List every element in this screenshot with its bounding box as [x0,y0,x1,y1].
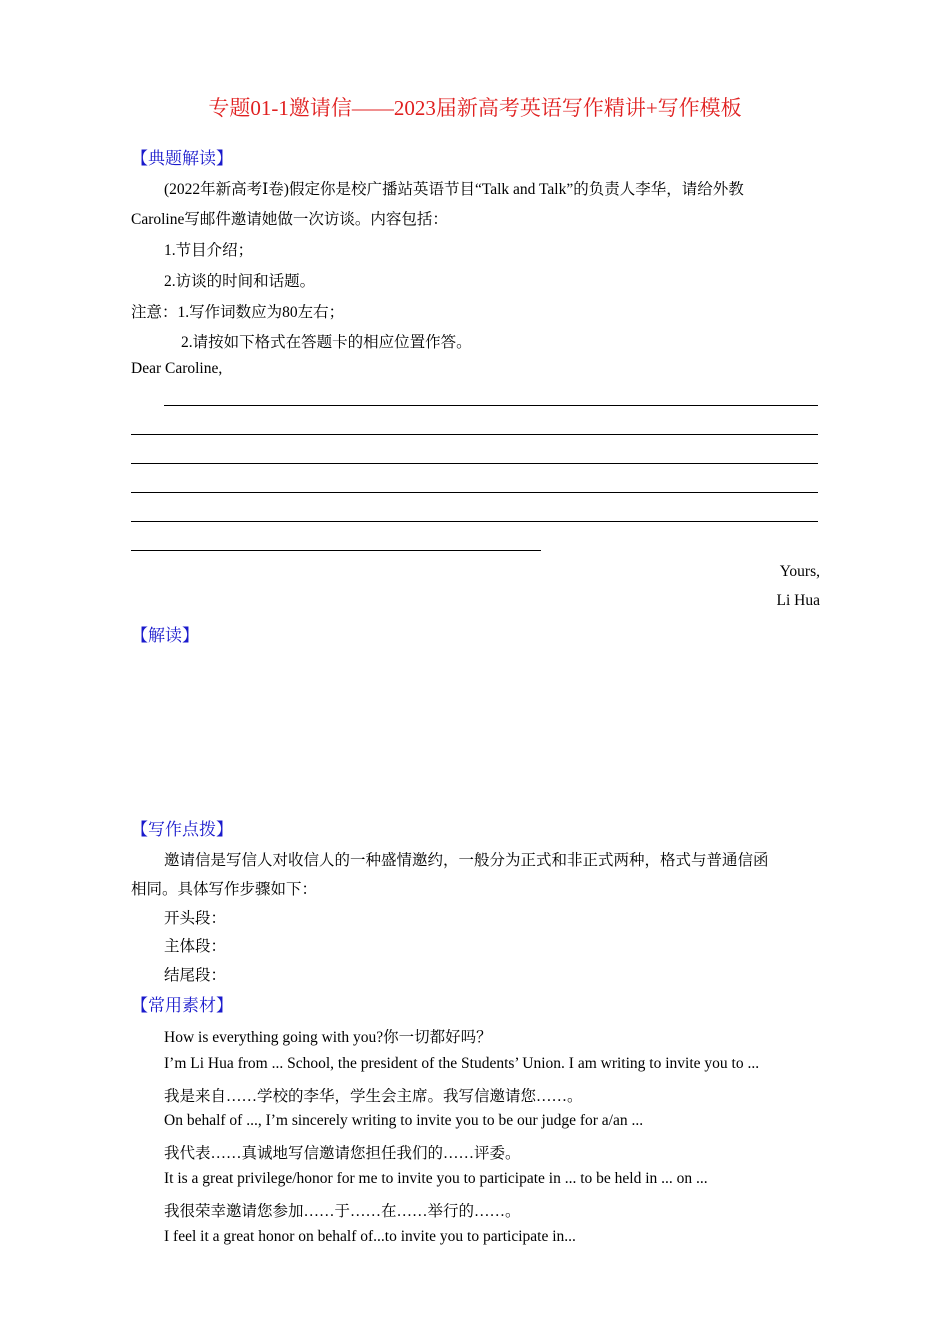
section-heading-common-materials: 【常用素材】 [131,996,233,1015]
material-line: 我很荣幸邀请您参加……于……在……举行的……。 [164,1203,521,1220]
material-line: 我是来自……学校的李华，学生会主席。我写信邀请您……。 [164,1088,583,1105]
answer-line [131,434,818,435]
answer-line [164,405,818,406]
section-heading-interpretation: 【解读】 [131,626,199,645]
material-line: It is a great privilege/honor for me to invite you to participate in ... to be held in ... on ... [164,1170,708,1187]
tips-line-2: 相同。具体写作步骤如下： [131,881,318,898]
letter-signature: Li Hua [776,592,820,609]
page-title: 专题01-1邀请信——2023届新高考英语写作精讲+写作模板 [208,96,742,120]
answer-line [131,463,818,464]
letter-closing: Yours, [779,563,820,580]
note-line-1: 注意：1.写作词数应为80左右； [131,304,345,321]
answer-line [131,492,818,493]
material-line: 我代表……真诚地写信邀请您担任我们的……评委。 [164,1145,521,1162]
tips-line-1: 邀请信是写信人对收信人的一种盛情邀约，一般分为正式和非正式两种，格式与普通信函 [164,852,769,869]
material-line: I feel it a great honor on behalf of...to invite you to participate in... [164,1228,576,1245]
material-line: I’m Li Hua from ... School, the president of the Students’ Union. I am writing to invite you to ... [164,1055,760,1072]
note-line-2: 2.请按如下格式在答题卡的相应位置作答。 [181,334,472,351]
step-opening: 开头段： [164,910,227,927]
prompt-line-1: (2022年新高考Ⅰ卷)假定你是校广播站英语节目“Talk and Talk”的负责人李华，请给外教 [164,181,744,198]
material-line: On behalf of ..., I’m sincerely writing to invite you to be our judge for a/an ... [164,1112,644,1129]
prompt-line-2: Caroline写邮件邀请她做一次访谈。内容包括： [131,211,448,228]
content-item-2: 2.访谈的时间和话题。 [164,273,316,290]
content-item-1: 1.节目介绍； [164,242,254,259]
answer-line [131,550,541,551]
letter-greeting: Dear Caroline, [131,360,223,377]
section-heading-writing-tips: 【写作点拨】 [131,820,233,839]
step-ending: 结尾段： [164,967,227,984]
section-heading-typical-question: 【典题解读】 [131,149,233,168]
answer-line [131,521,818,522]
step-body: 主体段： [164,938,227,955]
material-line: How is everything going with you?你一切都好吗？ [164,1029,492,1046]
